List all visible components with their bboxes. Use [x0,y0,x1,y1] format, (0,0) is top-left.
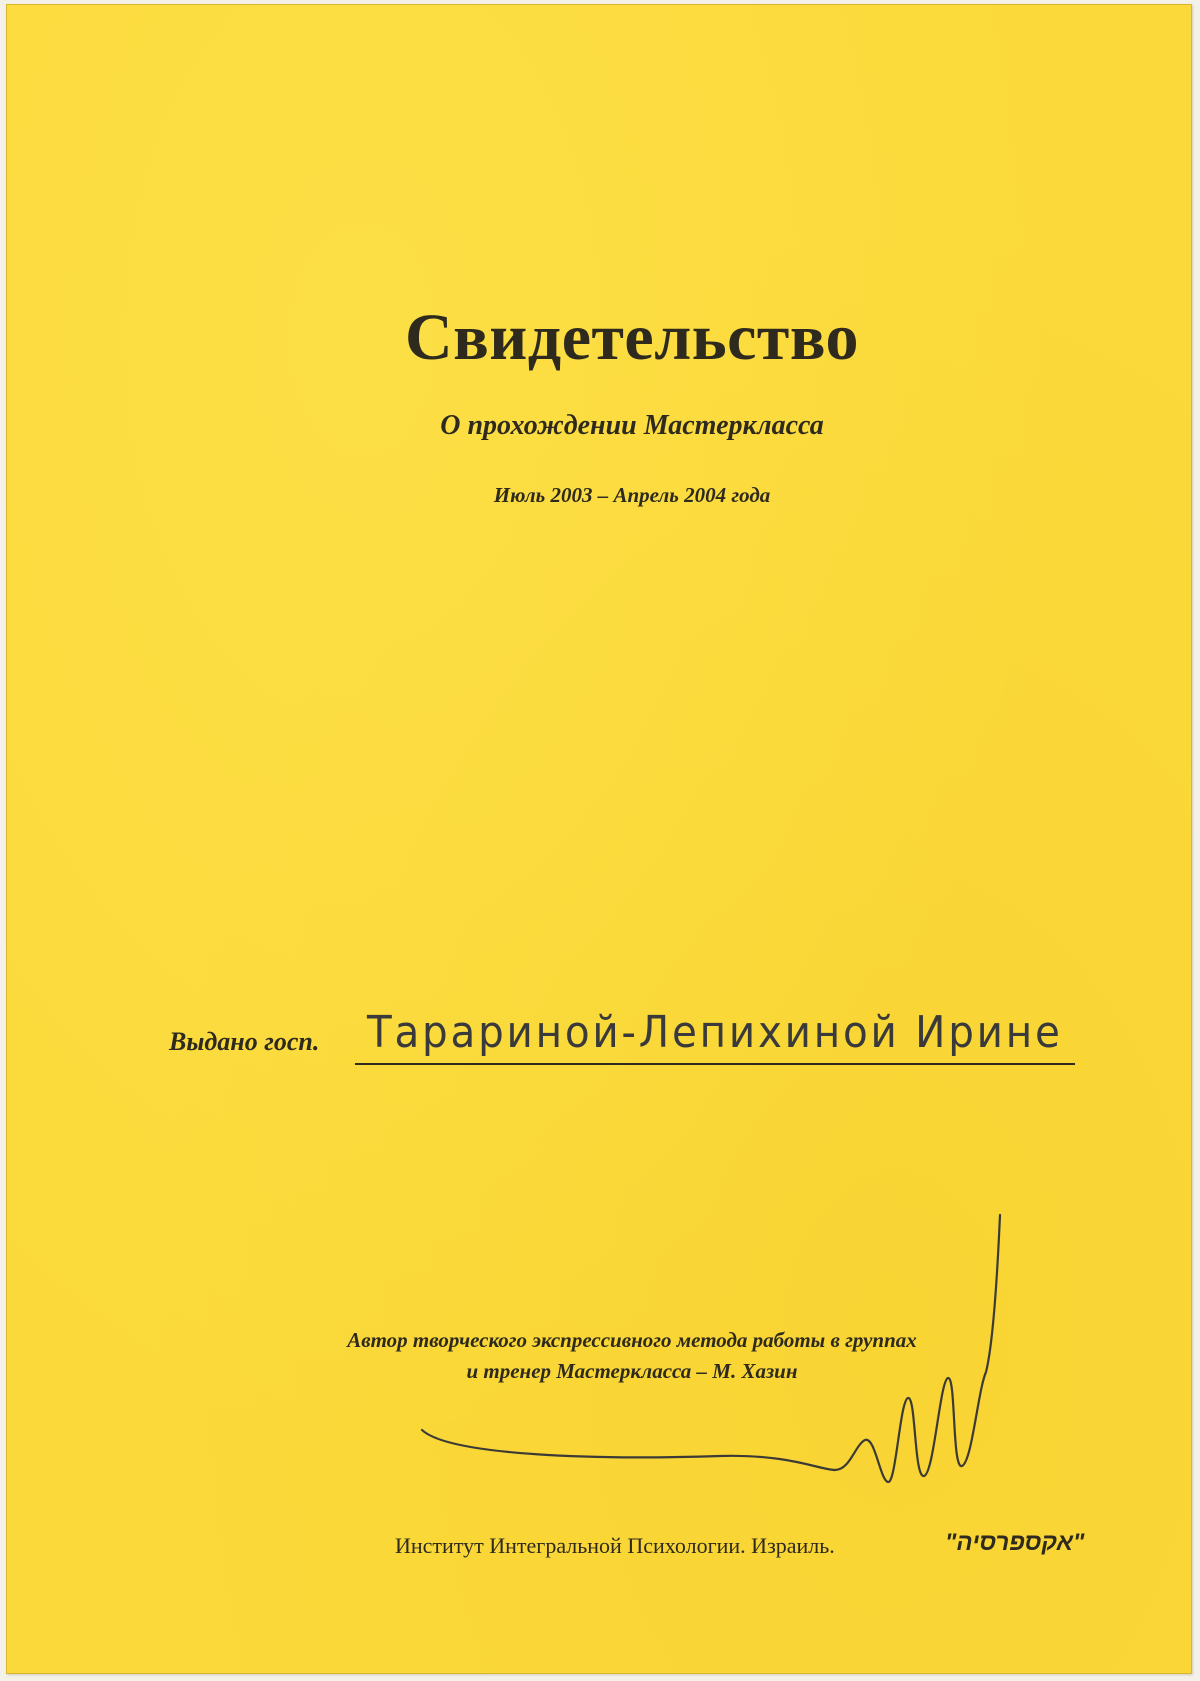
issued-to-handwritten: Тарариной-Лепихиной Ирине [367,1007,1063,1058]
course-dates: Июль 2003 – Апрель 2004 года [493,483,771,507]
certificate-sheet [6,4,1192,1674]
institute-name: Институт Интегральной Психологии. Израиль. [395,1533,835,1558]
certificate-subtitle: О прохождении Мастеркласса [440,410,824,441]
issued-label: Выдано госп. [169,1027,320,1056]
author-line-2: и тренер Мастеркласса – М. Хазин [466,1359,798,1383]
author-line-1: Автор творческого экспрессивного метода работы в группах [347,1328,917,1352]
certificate-title: Свидетельство [404,301,860,374]
issued-underline [355,1063,1075,1065]
institute-logo-text: "אקספרסיה" [945,1529,1085,1556]
author-note [7,1325,1200,1387]
